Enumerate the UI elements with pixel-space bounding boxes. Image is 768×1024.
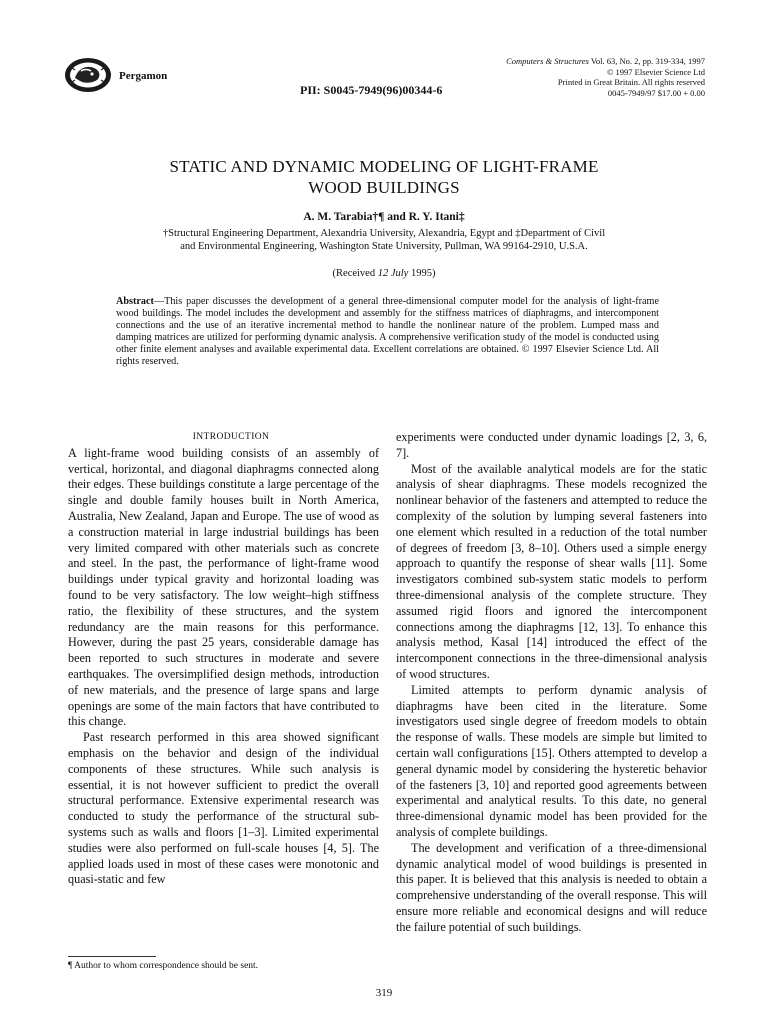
footnote-divider xyxy=(68,956,156,957)
received-year: 1995) xyxy=(408,268,436,279)
right-column xyxy=(396,430,707,936)
footnote: ¶ Author to whom correspondence should be sent. xyxy=(68,961,259,971)
paragraph: Past research performed in this area showed significant emphasis on the behavior and design of the individual components of these structures. While such analysis is essential, it is not however sufficient to predict the overall structural performance. Extensive experimental research was conducted to study the performance of the structural sub-systems such as walls and floors [1–3]. Limited experimental studies were also performed on full-scale houses [4, 5]. The applied loads used in most of these cases were monotonic and quasi-static and few xyxy=(68,730,379,887)
paragraph: Most of the available analytical models are for the static analysis of shear diaphragms. These models recognized the nonlinear behavior of the fasteners and attempted to reduce the complexity of the solution by lumping several fasteners into one element which resulted in a reduction of the total number of degrees of freedom [3, 8–10]. Others used a simple energy approach to quantify the response of shear walls [11]. Some investigators combined sub-system static models to perform three-dimensional analysis of the complete structure. They assumed rigid floors and ignored the intercomponent connections among the diaphragms [12, 13]. To enhance this analysis method, Kasal [14] introduced the effect of the intercomponent connections in the three-dimensional analysis of wood structures. xyxy=(396,461,707,681)
copyright-line: © 1997 Elsevier Science Ltd xyxy=(606,66,705,77)
title-line-2: WOOD BUILDINGS xyxy=(308,178,460,197)
abstract xyxy=(116,296,659,368)
affiliation-line-1: †Structural Engineering Department, Alexandria University, Alexandria, Egypt and ‡Department of Civil xyxy=(162,228,606,239)
authors: A. M. Tarabia†¶ and R. Y. Itani‡ xyxy=(303,211,465,223)
paragraph: The development and verification of a three-dimensional dynamic analytical model of wood buildings is presented in this paper. It is believed that this analysis is needed to obtain a comprehensive understanding of the overall response. This will ensure more reliable and economical designs and will reduce the failure potential of such buildings. xyxy=(396,840,707,934)
section-heading-introduction: INTRODUCTION xyxy=(192,432,270,442)
publisher-logo-icon xyxy=(63,56,113,94)
left-column xyxy=(68,430,379,888)
paragraph: Limited attempts to perform dynamic analysis of diaphragms have been cited in the literature. Some investigators used single degree of freedom models to obtain the response of walls. These models are simple but limited to certain wall configurations [15]. Others attempted to develop a general dynamic model by considering the hysteretic behavior of the fasteners [3, 10] and reported good agreements between experimental and analytical results. To this date, no general three-dimensional dynamic model has been provided for the analysis of complete buildings. xyxy=(396,682,707,839)
paragraph: experiments were conducted under dynamic loadings [2, 3, 6, 7]. xyxy=(396,430,707,460)
affiliations xyxy=(100,228,668,253)
printed-line: Printed in Great Britain. All rights reserved xyxy=(557,77,705,87)
received-label: (Received xyxy=(332,268,376,279)
received-day-month: 12 July xyxy=(375,268,409,279)
paragraph: A light-frame wood building consists of an assembly of vertical, horizontal, and diagonal diaphragms connected along their edges. These buildings constitute a large percentage of the single and double family houses built in North America, Australia, New Zealand, Japan and Europe. The use of wood as a construction material in large industrial buildings has been very limited compared with other materials such as concrete and steel. In the past, the performance of light-frame wood buildings under typical gravity and horizontal loading was found to be very satisfactory. The low weight–high stiffness ratio, the flexibility of these structures, and the system redundancy are the main reasons for this performance. However, during the past 25 years, considerable damage has been reported to such structures in moderate and severe earthquakes. The oversimplified design methods, introduction of new materials, and the presence of large spans and large openings are some of the main factors that have contributed to this change. xyxy=(68,445,379,729)
issn-line: 0045-7949/97 $17.00 + 0.00 xyxy=(607,87,705,98)
journal-name: Computers & Structures xyxy=(506,56,589,66)
abstract-text: —This paper discusses the development of a general three-dimensional computer model for the analysis of light-frame wood buildings. The model includes the development and assembly for the stiffness matrices of diaphragms, and intercomponent connections and the use of an iterative incremental method to handle the nonlinear nature of the problem. Lumped mass and damping matrices are utilized for performing dynamic analysis. A comprehensive verification study of the model is conducted using other finite element analyses and available experimental data. Excellent correlations are obtained. © 1997 Elsevier Science Ltd. All rights reserved. xyxy=(116,296,659,367)
affiliation-line-2: and Environmental Engineering, Washington State University, Pullman, WA 99164-2910, U.S.A. xyxy=(180,240,588,252)
title-line-1: STATIC AND DYNAMIC MODELING OF LIGHT-FRAME xyxy=(169,157,599,176)
journal-volume: Vol. 63, No. 2, pp. 319-334, 1997 xyxy=(588,56,705,66)
page-number: 319 xyxy=(375,987,393,999)
publisher-name: Pergamon xyxy=(119,70,168,82)
abstract-label: Abstract xyxy=(116,296,154,307)
received-date xyxy=(0,268,768,279)
journal-info xyxy=(506,56,705,98)
pii-identifier: PII: S0045-7949(96)00344-6 xyxy=(300,83,443,97)
paper-title xyxy=(0,156,768,198)
